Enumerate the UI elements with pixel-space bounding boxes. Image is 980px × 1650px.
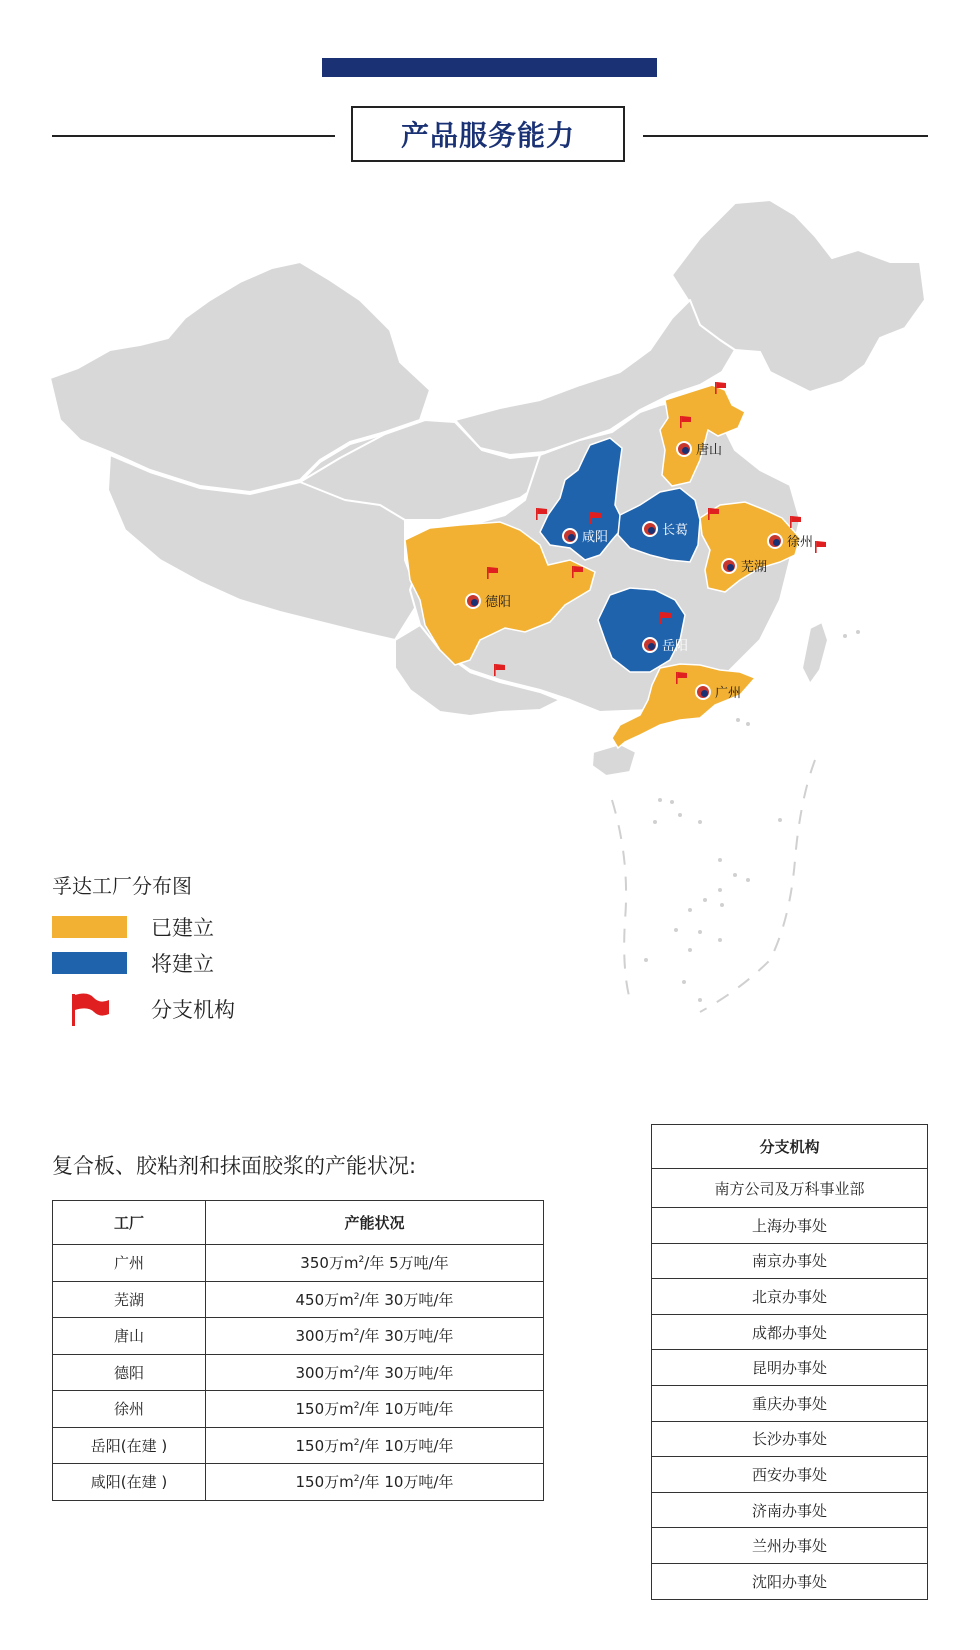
factory-logo-inner <box>773 539 780 546</box>
city-label: 长葛 <box>662 523 689 538</box>
branch-office: 重庆办事处 <box>652 1385 928 1421</box>
region-hainan <box>592 744 636 776</box>
capacity-factory: 芜湖 <box>53 1281 206 1318</box>
capacity-area-exponent: 2 <box>358 1255 365 1266</box>
capacity-value <box>206 1318 544 1355</box>
branch-header: 分支机构 <box>652 1125 928 1169</box>
capacity-value <box>206 1281 544 1318</box>
branch-office: 长沙办事处 <box>652 1421 928 1457</box>
city-label: 广州 <box>715 686 742 701</box>
legend-item-established <box>52 912 214 942</box>
branch-flag-icon <box>815 541 826 553</box>
city-marker <box>677 442 722 458</box>
branch-office: 济南办事处 <box>652 1492 928 1528</box>
legend-item-planned <box>52 948 214 978</box>
branch-table-header <box>652 1125 928 1169</box>
city-marker <box>643 638 688 654</box>
capacity-value <box>206 1464 544 1501</box>
capacity-area: 150万m <box>295 1400 354 1419</box>
branch-row <box>652 1457 928 1493</box>
capacity-value <box>206 1427 544 1464</box>
capacity-factory: 德阳 <box>53 1354 206 1391</box>
branch-office: 南京办事处 <box>652 1243 928 1279</box>
branch-row <box>652 1421 928 1457</box>
legend-label-planned: 将建立 <box>151 952 214 976</box>
city-marker <box>466 594 511 610</box>
legend-label-established: 已建立 <box>151 916 214 940</box>
factory-logo-inner <box>648 643 655 650</box>
capacity-factory: 岳阳(在建 ) <box>53 1427 206 1464</box>
branch-row <box>652 1169 928 1208</box>
header-rule-right <box>643 135 928 137</box>
factory-logo-inner <box>648 527 655 534</box>
capacity-row <box>53 1427 544 1464</box>
capacity-area-exponent: 2 <box>353 1401 360 1412</box>
capacity-row <box>53 1318 544 1355</box>
legend-title: 孚达工厂分布图 <box>52 874 192 898</box>
capacity-area: 300万m <box>295 1327 354 1346</box>
factory-logo-inner <box>682 447 689 454</box>
capacity-area-exponent: 2 <box>353 1291 360 1302</box>
capacity-area: 450万m <box>295 1290 354 1309</box>
city-marker <box>643 522 688 538</box>
city-label: 岳阳 <box>662 639 689 654</box>
factory-logo-inner <box>471 599 478 606</box>
capacity-value <box>206 1354 544 1391</box>
city-marker <box>696 685 741 701</box>
city-label: 咸阳 <box>582 530 609 545</box>
capacity-rest: /年 30万吨/年 <box>359 1290 454 1309</box>
region-taiwan <box>802 622 828 684</box>
city-label: 芜湖 <box>741 560 768 575</box>
branch-office: 兰州办事处 <box>652 1528 928 1564</box>
branch-row <box>652 1563 928 1599</box>
capacity-rest: /年 10万吨/年 <box>359 1436 454 1455</box>
branch-office: 沈阳办事处 <box>652 1563 928 1599</box>
capacity-value <box>206 1245 544 1282</box>
branch-row <box>652 1492 928 1528</box>
city-marker <box>722 559 767 575</box>
factory-logo-inner <box>568 534 575 541</box>
capacity-rest: /年 5万吨/年 <box>364 1254 449 1273</box>
capacity-rest: /年 30万吨/年 <box>359 1327 454 1346</box>
legend-label-branch: 分支机构 <box>151 998 235 1022</box>
capacity-factory: 咸阳(在建 ) <box>53 1464 206 1501</box>
capacity-table-header <box>53 1201 544 1245</box>
capacity-area-exponent: 2 <box>353 1474 360 1485</box>
capacity-factory: 唐山 <box>53 1318 206 1355</box>
capacity-area: 150万m <box>295 1436 354 1455</box>
city-marker <box>768 534 813 550</box>
branch-row <box>652 1208 928 1244</box>
branch-office: 成都办事处 <box>652 1314 928 1350</box>
city-label: 徐州 <box>787 535 814 550</box>
capacity-rest: /年 30万吨/年 <box>359 1363 454 1382</box>
capacity-row <box>53 1391 544 1428</box>
capacity-row <box>53 1245 544 1282</box>
capacity-area-exponent: 2 <box>353 1328 360 1339</box>
branch-row <box>652 1350 928 1386</box>
capacity-rest: /年 10万吨/年 <box>359 1473 454 1492</box>
capacity-row <box>53 1354 544 1391</box>
capacity-area: 350万m <box>300 1254 359 1273</box>
branch-office: 南方公司及万科事业部 <box>652 1169 928 1208</box>
branch-office: 西安办事处 <box>652 1457 928 1493</box>
branch-office: 昆明办事处 <box>652 1350 928 1386</box>
branch-row <box>652 1314 928 1350</box>
capacity-rest: /年 10万吨/年 <box>359 1400 454 1419</box>
map-sea-boundary <box>612 760 815 1012</box>
map-base-regions <box>50 200 925 776</box>
capacity-header-status: 产能状况 <box>206 1201 544 1245</box>
city-marker <box>563 529 608 545</box>
city-label: 德阳 <box>485 595 512 610</box>
capacity-factory: 广州 <box>53 1245 206 1282</box>
capacity-row <box>53 1281 544 1318</box>
legend-item-branch <box>52 992 235 1026</box>
capacity-title: 复合板、胶粘剂和抹面胶浆的产能状况: <box>52 1154 417 1178</box>
header-accent-bar <box>322 58 657 77</box>
flag-icon <box>52 992 127 1026</box>
legend-swatch-planned <box>52 952 127 974</box>
capacity-factory: 徐州 <box>53 1391 206 1428</box>
city-label: 唐山 <box>696 443 723 458</box>
branch-row <box>652 1385 928 1421</box>
branch-row <box>652 1243 928 1279</box>
capacity-row <box>53 1464 544 1501</box>
page-title: 产品服务能力 <box>351 106 625 162</box>
header-rule-left <box>52 135 335 137</box>
legend-swatch-established <box>52 916 127 938</box>
capacity-area-exponent: 2 <box>353 1437 360 1448</box>
branch-row <box>652 1279 928 1315</box>
capacity-value <box>206 1391 544 1428</box>
branch-office: 上海办事处 <box>652 1208 928 1244</box>
capacity-header-factory: 工厂 <box>53 1201 206 1245</box>
capacity-table <box>52 1200 544 1501</box>
factory-logo-inner <box>727 564 734 571</box>
factory-logo-inner <box>701 690 708 697</box>
branch-office: 北京办事处 <box>652 1279 928 1315</box>
branch-row <box>652 1528 928 1564</box>
capacity-area: 300万m <box>295 1363 354 1382</box>
capacity-area: 150万m <box>295 1473 354 1492</box>
branch-table <box>651 1124 928 1600</box>
capacity-area-exponent: 2 <box>353 1364 360 1375</box>
